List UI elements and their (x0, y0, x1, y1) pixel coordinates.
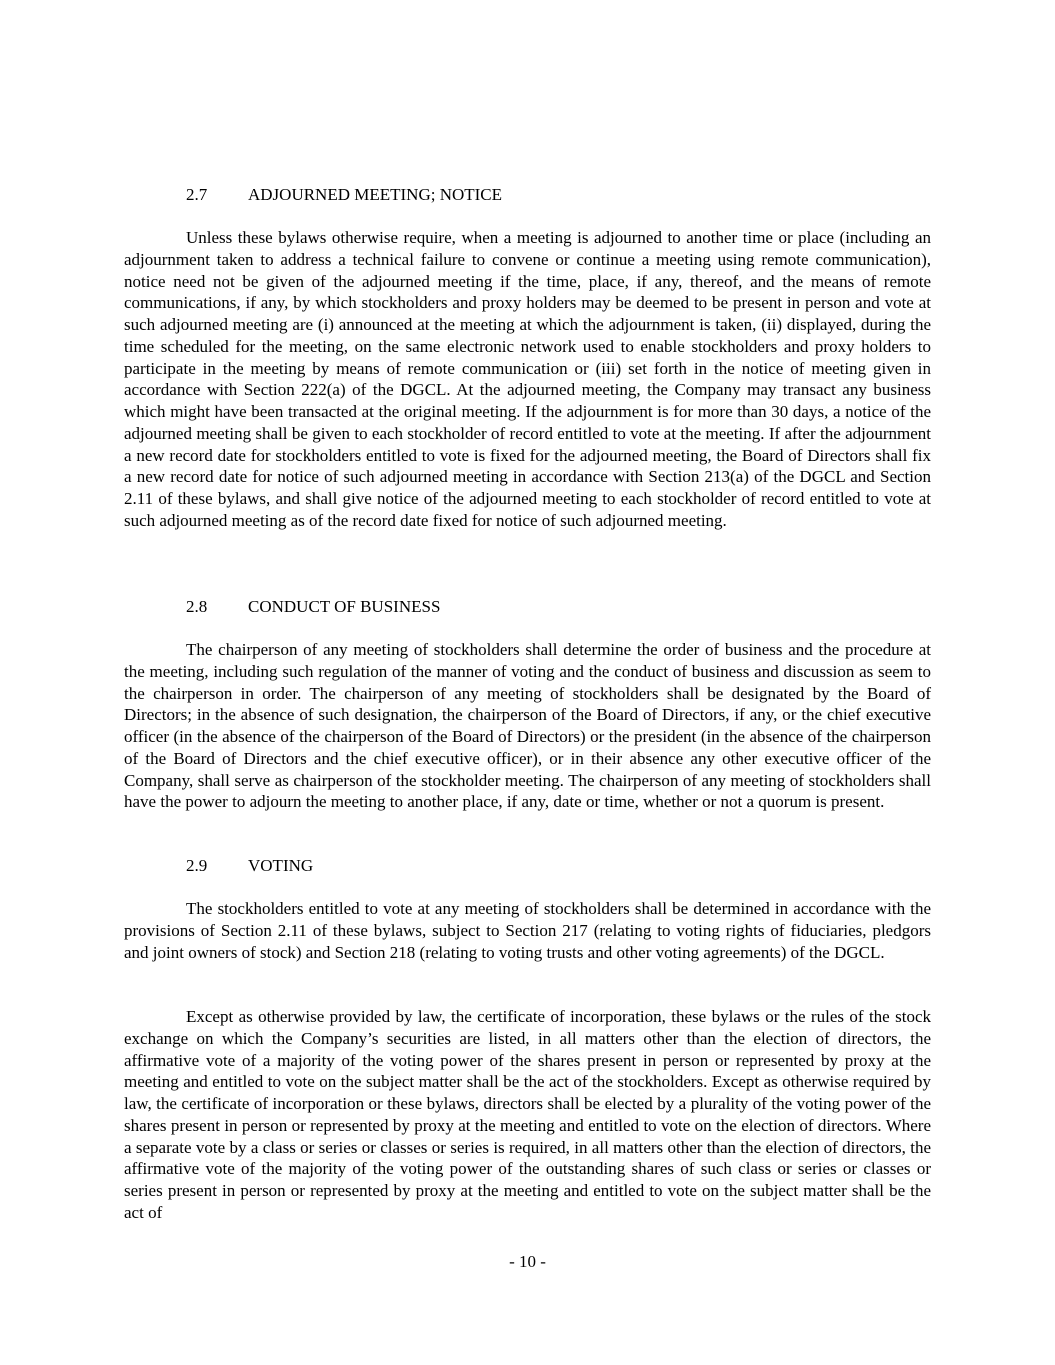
section-title: ADJOURNED MEETING; NOTICE (248, 185, 503, 204)
section-number: 2.8 (186, 597, 208, 616)
section-number: 2.9 (186, 856, 208, 875)
section-heading-2-8 (186, 596, 440, 618)
section-2-9-paragraph-1: The stockholders entitled to vote at any meeting of stockholders shall be determined in accordance with the provisions of Section 2.11 of these bylaws, subject to Section 217 (relating to voting rights of fiduciaries, pledgors and joint owners of stock) and Section 218 (relating to voting trusts and other voting agreements) of the DGCL. (124, 899, 931, 962)
section-title: CONDUCT OF BUSINESS (248, 597, 441, 616)
section-heading-2-7 (186, 184, 502, 206)
section-number: 2.7 (186, 185, 208, 204)
section-2-7-paragraph: Unless these bylaws otherwise require, when a meeting is adjourned to another time or place (including an adjournment taken to address a technical failure to convene or continue a meeting using remote communication), notice need not be given of the adjourned meeting if the time, place, if any, thereof, and the means of remote communications, if any, by which stockholders and proxy holders may be deemed to be present in person and vote at such adjourned meeting are (i) announced at the meeting at which the adjournment is taken, (ii) displayed, during the time scheduled for the meeting, on the same electronic network used to enable stockholders and proxy holders to participate in the meeting by means of remote communication or (iii) set forth in the notice of meeting given in accordance with Section 222(a) of the DGCL. At the adjourned meeting, the Company may transact any business which might have been transacted at the original meeting. If the adjournment is for more than 30 days, a notice of the adjourned meeting shall be given to each stockholder of record entitled to vote at the meeting. If after the adjournment a new record date for stockholders entitled to vote is fixed for the adjourned meeting, the Board of Directors shall fix a new record date for notice of such adjourned meeting in accordance with Section 213(a) of the DGCL and Section 2.11 of these bylaws, and shall give notice of the adjourned meeting to each stockholder of record entitled to vote at such adjourned meeting as of the record date fixed for notice of such adjourned meeting. (124, 228, 931, 530)
section-title: VOTING (248, 856, 314, 875)
section-heading-2-9 (186, 855, 313, 877)
page-number: - 10 - (509, 1252, 546, 1271)
section-2-8-paragraph: The chairperson of any meeting of stockholders shall determine the order of business and the procedure at the meeting, including such regulation of the manner of voting and the conduct of business and discussion as seem to the chairperson in order. The chairperson of any meeting of stockholders shall be designated by the Board of Directors; in the absence of such designation, the chairperson of the Board of Directors, if any, or the chief executive officer (in the absence of the chairperson of the Board of Directors) or the president (in the absence of the chairperson of the Board of Directors and the chief executive officer), or in their absence any other executive officer of the Company, shall serve as chairperson of the stockholder meeting. The chairperson of any meeting of stockholders shall have the power to adjourn the meeting to another place, if any, date or time, whether or not a quorum is present. (124, 640, 931, 812)
section-2-9-paragraph-2: Except as otherwise provided by law, the certificate of incorporation, these bylaws or the rules of the stock exchange on which the Company’s securities are listed, in all matters other than the election of directors, the affirmative vote of a majority of the voting power of the shares present in person or represented by proxy at the meeting and entitled to vote on the subject matter shall be the act of the stockholders. Except as otherwise required by law, the certificate of incorporation or these bylaws, directors shall be elected by a plurality of the voting power of the shares present in person or represented by proxy at the meeting and entitled to vote on the election of directors. Where a separate vote by a class or series or classes or series is required, in all matters other than the election of directors, the affirmative vote of the majority of the voting power of the outstanding shares of such class or series or classes or series present in person or represented by proxy at the meeting and entitled to vote on the subject matter shall be the act of (124, 1007, 931, 1222)
